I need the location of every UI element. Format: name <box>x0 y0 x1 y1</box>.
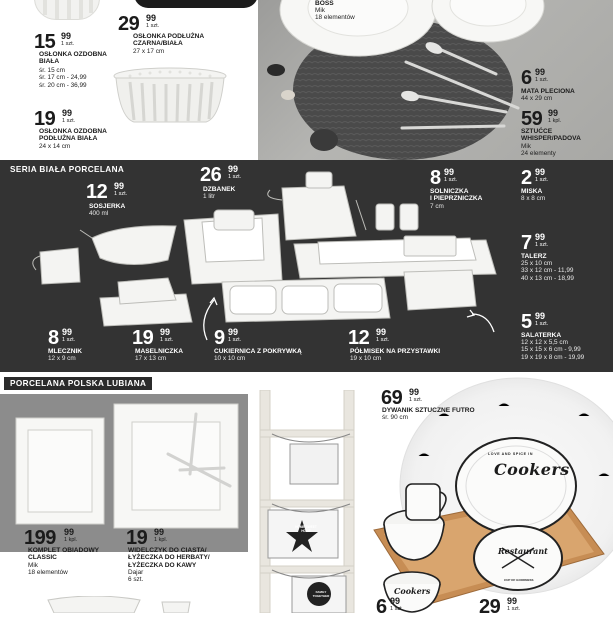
info-maselniczka: 17 x 13 cm <box>135 355 167 362</box>
price-oslonka-ozdobna-biala: 15 99 1 szt. <box>34 31 75 53</box>
name-komplet-obiadowy: KOMPLET OBIADOWY CLASSIC <box>28 547 100 562</box>
price-dzbanek: 26 99 1 szt. <box>200 164 242 186</box>
price-dywanik: 69 99 1 szt. <box>381 387 423 409</box>
info-talerz: 25 x 10 cm 33 x 12 cm - 11,99 40 x 13 cm - 18,99 <box>521 260 574 282</box>
info-oslonka-podluzna: 27 x 17 cm <box>133 48 165 55</box>
price-salaterka: 5 99 1 szt. <box>521 311 549 333</box>
name-sosjerka: SOSJERKA <box>89 203 126 210</box>
name-oslonka-ozdobna-biala: OSŁONKA OZDOBNA BIAŁA <box>39 51 107 66</box>
price-oslonka-podluzna-biala: 19 99 1 szt. <box>34 108 76 130</box>
name-salaterka: SALATERKA <box>521 332 562 339</box>
section-title-lubiana: PORCELANA POLSKA LUBIANA <box>4 377 152 390</box>
plate-arc-text: LOVE AND SPICE IN <box>488 452 534 456</box>
lubiana-section <box>0 372 248 613</box>
info-dywanik: śr. 90 cm <box>382 414 408 421</box>
info-boss: Mik 18 elementów <box>315 7 355 22</box>
board-circle-text: FAMILY TOGETHER <box>312 590 330 598</box>
name-dzbanek: DZBANEK <box>203 186 236 193</box>
right-bottom-section <box>248 372 613 613</box>
price-talerz: 7 99 1 szt. <box>521 232 549 254</box>
price-sztucce: 59 99 1 kpl. <box>521 108 562 130</box>
name-talerz: TALERZ <box>521 253 547 260</box>
price-bottom-b: 29 99 1 szt. <box>479 596 521 613</box>
name-solniczka: SOLNICZKA I PIEPRZNICZKA <box>430 188 483 203</box>
vase-white-image <box>34 0 100 20</box>
name-maselniczka: MASELNICZKA <box>135 348 183 355</box>
plate-main-text: Cookers <box>494 460 570 479</box>
price-maselniczka: 19 99 1 szt. <box>132 327 174 349</box>
price-miska: 2 99 1 szt. <box>521 167 549 189</box>
name-sztucce: SZTUĆCE WHISPER/PADOVA <box>521 128 581 143</box>
price-widelczyk: 19 99 1 kpl. <box>126 527 168 549</box>
name-mlecznik: MLECZNIK <box>48 348 83 355</box>
price-solniczka: 8 99 1 szt. <box>430 167 458 189</box>
seria-section <box>0 160 613 372</box>
price-mata-pleciona: 6 99 1 szt. <box>521 67 549 89</box>
name-oslonka-podluzna-biala: OSŁONKA OZDOBNA PODŁUŻNA BIAŁA <box>39 128 107 143</box>
price-sosjerka: 12 99 1 szt. <box>86 181 128 203</box>
name-boss: BOSS <box>315 0 334 7</box>
name-mata-pleciona: MATA PLECIONA <box>521 88 575 95</box>
info-oslonka-ozdobna-biala: śr. 15 cm śr. 17 cm - 24,99 śr. 20 cm - 36,99 <box>39 67 87 89</box>
price-bottom-a: 6 99 1 szt. <box>376 596 404 613</box>
info-dzbanek: 1 litr <box>203 193 216 200</box>
price-mlecznik: 8 99 1 szt. <box>48 327 76 349</box>
name-polmisek: PÓŁMISEK NA PRZYSTAWKI <box>350 348 441 355</box>
info-mata-pleciona: 44 x 29 cm <box>521 95 553 102</box>
ladder-image <box>252 390 362 613</box>
section-title-seria: SERIA BIAŁA PORCELANA <box>4 163 130 176</box>
plate-restaurant-text: Restaurant <box>498 546 548 556</box>
price-polmisek: 12 99 1 szt. <box>348 327 390 349</box>
bowl-text: Cookers <box>394 586 431 596</box>
info-salaterka: 12 x 12 x 5,5 cm 15 x 15 x 6 cm - 9,99 19 x 19 x 8 cm - 19,99 <box>521 339 585 361</box>
name-miska: MISKA <box>521 188 543 195</box>
info-mlecznik: 12 x 9 cm <box>48 355 76 362</box>
plate-small-text: CUP OF GOODNESS <box>504 578 534 582</box>
info-solniczka: 7 cm <box>430 203 444 210</box>
planter-black-image <box>134 0 258 8</box>
info-cukiernica: 10 x 10 cm <box>214 355 246 362</box>
price-komplet-obiadowy: 199 99 1 kpl. <box>24 527 78 549</box>
info-miska: 8 x 8 cm <box>521 195 546 202</box>
name-widelczyk: WIDELCZYK DO CIASTA/ ŁYŻECZKA DO HERBATY/ ŁYŻECZKA DO KAWY <box>128 547 210 569</box>
board-star-text: HOME SWEET HOME <box>295 525 317 533</box>
name-oslonka-podluzna: OSŁONKA PODŁUŻNA CZARNA/BIAŁA <box>133 33 205 48</box>
top-section <box>0 0 613 160</box>
info-polmisek: 19 x 10 cm <box>350 355 382 362</box>
name-dywanik: DYWANIK SZTUCZNE FUTRO <box>382 407 475 414</box>
info-oslonka-podluzna-biala: 24 x 14 cm <box>39 143 71 150</box>
info-sztucce: Mik 24 elementy <box>521 143 556 158</box>
name-cukiernica: CUKIERNICA Z POKRYWKĄ <box>214 348 302 355</box>
info-komplet-obiadowy: Mik 18 elementów <box>28 562 68 577</box>
price-oslonka-podluzna: 29 99 1 szt. <box>118 13 160 35</box>
info-sosjerka: 400 ml <box>89 210 109 217</box>
cups-image <box>44 596 194 613</box>
planter-ornate-image <box>110 66 230 126</box>
info-widelczyk: Dajar 6 szt. <box>128 569 144 584</box>
price-cukiernica: 9 99 1 szt. <box>214 327 242 349</box>
